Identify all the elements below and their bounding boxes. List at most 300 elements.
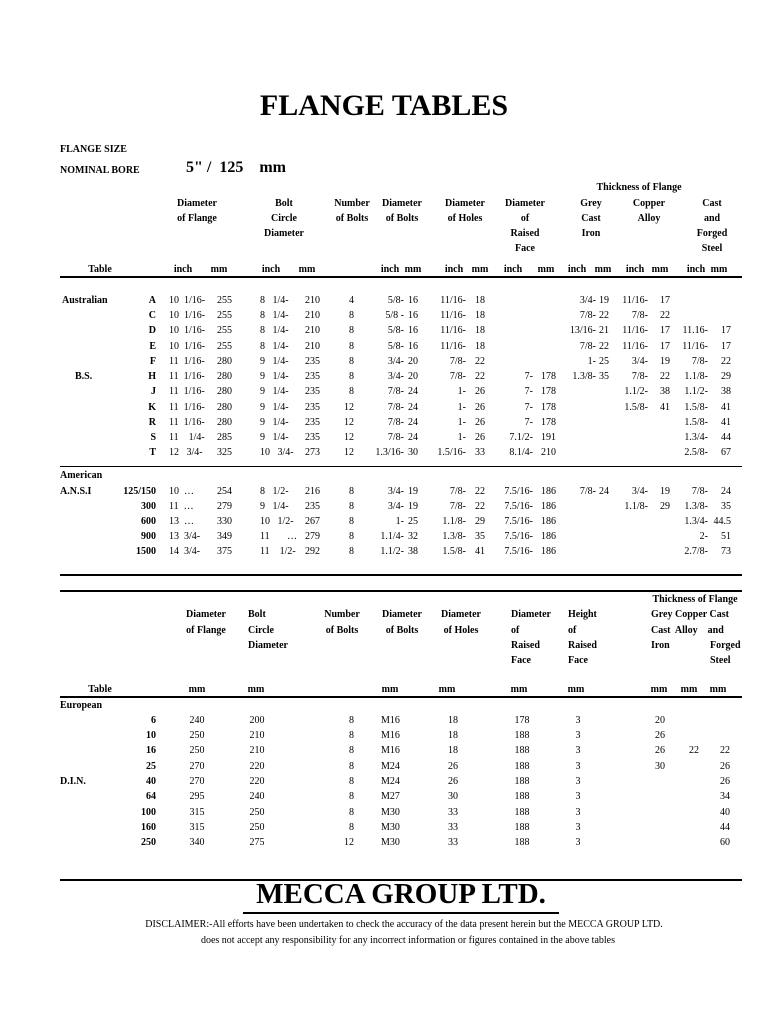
table-cell: 1.5/8- (442, 546, 466, 557)
table-cell: 8 1/4- (260, 295, 289, 306)
table-cell: 30 (448, 791, 458, 802)
table1-bottom-rule (60, 574, 742, 576)
table-cell: 17 (660, 325, 670, 336)
table-cell: M30 (381, 807, 400, 818)
table-cell: 5/8 - (385, 310, 404, 321)
table-cell: 7.5/16- (504, 501, 533, 512)
header-diameter-of-flange: of Flange (177, 213, 217, 224)
unit-label: mm (710, 264, 728, 275)
t2-header-diameter-of-flange: Diameter (186, 609, 226, 620)
table-cell: 26 (720, 776, 730, 787)
table-cell: 12 (344, 432, 354, 443)
unit-label: mm (247, 684, 265, 695)
table-cell: 11 1/4- (169, 432, 205, 443)
unit-label: mm (210, 264, 228, 275)
header-cast-forged-steel: Cast (702, 198, 722, 209)
row-designation: H (148, 371, 156, 382)
table-cell: 44 (720, 822, 730, 833)
table-cell: 8.1/4- (509, 447, 533, 458)
table1-divider (60, 466, 742, 467)
table-cell: 20 (655, 715, 665, 726)
table-cell: 17 (721, 325, 731, 336)
table-cell: 188 (514, 730, 530, 741)
t2-header-thickness-cols: Grey Copper Cast (651, 609, 729, 620)
table-cell: 280 (217, 386, 232, 397)
group-label-australian: Australian (62, 295, 108, 306)
unit-label: inch (380, 264, 400, 275)
table-cell: 4 (349, 295, 354, 306)
table-cell: 188 (514, 776, 530, 787)
table-cell: 7/8- (387, 432, 404, 443)
table-cell: 240 (189, 715, 205, 726)
table-cell: 11 1/16- (169, 417, 205, 428)
table-cell: 1.1/2- (684, 386, 708, 397)
table-cell: 12 3/4- (169, 447, 203, 458)
table-cell: 191 (541, 432, 556, 443)
table-cell: 1.3/4- (684, 516, 708, 527)
table-cell: 315 (189, 807, 205, 818)
table-cell: 200 (249, 715, 265, 726)
table-cell: 9 1/4- (260, 356, 289, 367)
table-cell: 73 (721, 546, 731, 557)
table-cell: 235 (305, 432, 320, 443)
table-cell: 178 (541, 417, 556, 428)
table-cell: 7/8- (387, 417, 404, 428)
table-cell: 1.1/8- (624, 501, 648, 512)
table-cell: 11/16- (440, 310, 466, 321)
table-cell: 279 (305, 531, 320, 542)
table-cell: 26 (448, 761, 458, 772)
nominal-bore-value: 5" / 125 mm (186, 159, 286, 176)
table-cell: 11 … (169, 501, 194, 512)
table-cell: 7- (524, 402, 533, 413)
table-cell: 220 (249, 761, 265, 772)
row-designation: 125/150 (123, 486, 156, 497)
unit-label: mm (651, 264, 669, 275)
table-cell: 22 (689, 745, 699, 756)
table-cell: 11/16- (440, 325, 466, 336)
header-diameter-of-bolts: of Bolts (385, 213, 419, 224)
table-cell: 25 (408, 516, 418, 527)
table-cell: 24 (599, 486, 609, 497)
unit-label: inch (444, 264, 464, 275)
table-cell: 250 (189, 730, 205, 741)
unit-label: mm (438, 684, 456, 695)
table-cell: 13 3/4- (169, 531, 201, 542)
table-cell: 250 (249, 822, 265, 833)
table-cell: 18 (475, 310, 485, 321)
table-cell: 33 (448, 822, 458, 833)
table-cell: 30 (655, 761, 665, 772)
table-cell: 188 (514, 807, 530, 818)
unit-label: mm (650, 684, 668, 695)
table-cell: 186 (541, 501, 556, 512)
table-cell: 1.3/16- (375, 447, 404, 458)
table-cell: 8 (349, 516, 354, 527)
table-cell: 3 (575, 776, 581, 787)
table-cell: 11 1/2- (260, 546, 296, 557)
table-cell: 178 (541, 386, 556, 397)
header-diameter-of-holes: of Holes (447, 213, 483, 224)
disclaimer-line-1: DISCLAIMER:-All efforts have been undertaken to check the accuracy of the data present herein but the MECCA GROUP LTD. (145, 919, 663, 930)
t2-header-diameter-of-flange: of Flange (186, 625, 226, 636)
t2-header-raised-face: Raised (511, 640, 540, 651)
table-cell: 38 (660, 386, 670, 397)
table-cell: 7- (524, 386, 533, 397)
table-cell: 349 (217, 531, 232, 542)
header-cast-forged-steel: and (703, 213, 721, 224)
table-cell: 8 (349, 776, 354, 787)
table-cell: 1.1/2- (624, 386, 648, 397)
table-cell: 7/8- (449, 356, 466, 367)
table-cell: 255 (217, 295, 232, 306)
table-cell: 3/4- (579, 295, 596, 306)
unit-label: mm (188, 684, 206, 695)
unit-label: mm (594, 264, 612, 275)
t2-header-number-of-bolts: of Bolts (325, 625, 359, 636)
nominal-bore-label: NOMINAL BORE (60, 165, 140, 176)
header-cast-forged-steel: Steel (701, 243, 723, 254)
table-cell: 1.5/8- (684, 402, 708, 413)
table-cell: 18 (448, 730, 458, 741)
table-cell: 9 1/4- (260, 501, 289, 512)
table-cell: 8 (349, 356, 354, 367)
table-cell: M24 (381, 761, 400, 772)
table-cell: 3 (575, 837, 581, 848)
unit-label: inch (625, 264, 645, 275)
table-cell: 275 (249, 837, 265, 848)
table-cell: 8 1/2- (260, 486, 289, 497)
table-cell: 210 (305, 341, 320, 352)
table-cell: 8 (349, 386, 354, 397)
table-cell: 22 (660, 310, 670, 321)
table-cell: 20 (408, 356, 418, 367)
table-cell: 1- (457, 402, 466, 413)
table-cell: 3 (575, 761, 581, 772)
header-raised-face: Diameter (505, 198, 545, 209)
table-cell: 7/8- (579, 486, 596, 497)
t2-header-thickness-cols: Iron (651, 640, 670, 651)
table-cell: 7.5/16- (504, 531, 533, 542)
row-designation: 16 (146, 745, 156, 756)
table-cell: 8 (349, 371, 354, 382)
row-designation: A (148, 295, 156, 306)
header-raised-face: Face (515, 243, 535, 254)
table-cell: 270 (189, 776, 205, 787)
table-cell: 5/8- (387, 341, 404, 352)
t2-header-thickness-cols: Steel (710, 655, 731, 666)
table-cell: 19 (408, 486, 418, 497)
table-cell: 5/8- (387, 325, 404, 336)
table-cell: 325 (217, 447, 232, 458)
table-cell: 40 (720, 807, 730, 818)
table-cell: 67 (721, 447, 731, 458)
unit-label: inch (173, 264, 193, 275)
table-cell: 25 (599, 356, 609, 367)
table-cell: 8 (349, 325, 354, 336)
table-cell: 255 (217, 325, 232, 336)
table-cell: 12 (344, 837, 354, 848)
row-designation: 64 (146, 791, 156, 802)
unit-label: mm (404, 264, 422, 275)
table-cell: 7.5/16- (504, 516, 533, 527)
table-cell: 9 1/4- (260, 371, 289, 382)
table-cell: 3 (575, 745, 581, 756)
table-cell: 330 (217, 516, 232, 527)
header-bolt-circle: Diameter (264, 228, 304, 239)
table-cell: 14 3/4- (169, 546, 201, 557)
table-cell: 186 (541, 531, 556, 542)
table-cell: 35 (475, 531, 485, 542)
table2-header-rule (60, 696, 742, 698)
table-cell: M24 (381, 776, 400, 787)
table-cell: 8 (349, 501, 354, 512)
table-cell: 267 (305, 516, 320, 527)
table-cell: 315 (189, 822, 205, 833)
table-cell: 2.7/8- (684, 546, 708, 557)
table-cell: 22 (599, 310, 609, 321)
header-number-of-bolts: Number (334, 198, 370, 209)
table-cell: 30 (408, 447, 418, 458)
table-cell: 210 (305, 310, 320, 321)
table-cell: 280 (217, 417, 232, 428)
table-cell: 24 (408, 402, 418, 413)
table-cell: 16 (408, 295, 418, 306)
table-cell: 1.1/4- (380, 531, 404, 542)
table-cell: 13/16- (569, 325, 596, 336)
table-cell: 1- (457, 386, 466, 397)
table-cell: 210 (305, 295, 320, 306)
table-cell: 26 (720, 761, 730, 772)
header-copper-alloy: Copper (632, 198, 666, 209)
table-cell: 1- (395, 516, 404, 527)
table-cell: 18 (475, 341, 485, 352)
table-cell: 254 (217, 486, 232, 497)
table-cell: 220 (249, 776, 265, 787)
table-cell: 12 (344, 447, 354, 458)
table-cell: 24 (721, 486, 731, 497)
table-cell: 26 (655, 730, 665, 741)
table-cell: 235 (305, 386, 320, 397)
table-cell: 7/8- (449, 371, 466, 382)
table-cell: 280 (217, 356, 232, 367)
row-designation: 300 (141, 501, 156, 512)
table-cell: 8 (349, 486, 354, 497)
t2-header-height-raised-face: Height (568, 609, 597, 620)
row-designation: E (149, 341, 156, 352)
table-cell: 18 (475, 325, 485, 336)
table-cell: 2- (699, 531, 708, 542)
table-cell: 1.5/8- (624, 402, 648, 413)
table-cell: 22 (475, 356, 485, 367)
table-cell: 8 1/4- (260, 310, 289, 321)
t2-header-diameter-of-bolts: Diameter (382, 609, 422, 620)
table-cell: 250 (249, 807, 265, 818)
table-cell: 8 (349, 791, 354, 802)
table-cell: 1- (457, 432, 466, 443)
t2-header-bolt-circle: Bolt (248, 609, 266, 620)
table-cell: 11.16- (682, 325, 708, 336)
table-cell: 1.1/8- (684, 371, 708, 382)
t2-header-thickness-cols: Forged (710, 640, 741, 651)
unit-label: inch (686, 264, 706, 275)
table-cell: 235 (305, 501, 320, 512)
table-cell: 38 (721, 386, 731, 397)
header-grey-cast-iron: Cast (581, 213, 601, 224)
t2-header-bolt-circle: Diameter (248, 640, 288, 651)
table-cell: 19 (660, 356, 670, 367)
table-cell: 186 (541, 486, 556, 497)
table-cell: 26 (655, 745, 665, 756)
table-cell: 1.3/4- (684, 432, 708, 443)
unit-label: mm (381, 684, 399, 695)
table-cell: 26 (475, 432, 485, 443)
table-cell: 3/4- (387, 501, 404, 512)
table-cell: 216 (305, 486, 320, 497)
table-cell: 210 (249, 730, 265, 741)
header-bolt-circle: Bolt (275, 198, 293, 209)
table-cell: 10 1/16- (169, 341, 206, 352)
header-grey-cast-iron: Grey (580, 198, 602, 209)
company-name: MECCA GROUP LTD. (256, 878, 546, 910)
row-designation: 6 (151, 715, 156, 726)
t2-header-raised-face: Face (511, 655, 531, 666)
t2-header-height-raised-face: Raised (568, 640, 597, 651)
table-cell: 3 (575, 822, 581, 833)
table-cell: 7/8- (691, 486, 708, 497)
row-designation: J (151, 386, 156, 397)
table-cell: 22 (475, 486, 485, 497)
table-cell: 18 (448, 745, 458, 756)
table-column-label: Table (88, 264, 112, 275)
t2-header-number-of-bolts: Number (324, 609, 360, 620)
table-cell: 279 (217, 501, 232, 512)
table-cell: 18 (448, 715, 458, 726)
table-cell: M30 (381, 822, 400, 833)
table-cell: 7/8- (579, 341, 596, 352)
table-cell: 11/16- (440, 295, 466, 306)
table2-top-rule (60, 590, 742, 592)
table-cell: 12 (344, 417, 354, 428)
unit-label: inch (567, 264, 587, 275)
table-cell: 3/4- (387, 371, 404, 382)
table-cell: 235 (305, 402, 320, 413)
table-cell: 3/4- (631, 356, 648, 367)
group-label-ansi: A.N.S.I (60, 486, 92, 497)
table-cell: M27 (381, 791, 400, 802)
table-cell: 17 (660, 295, 670, 306)
row-designation: 160 (141, 822, 156, 833)
table-cell: 5/8- (387, 295, 404, 306)
table-cell: 24 (408, 432, 418, 443)
table-cell: 24 (408, 386, 418, 397)
table-cell: 10 1/16- (169, 325, 206, 336)
header-raised-face: Raised (510, 228, 540, 239)
t2-header-thickness-cols: Cast Alloy and (651, 625, 724, 636)
table-cell: 250 (189, 745, 205, 756)
t2-header-height-raised-face: of (568, 625, 577, 636)
table-cell: 9 1/4- (260, 402, 289, 413)
table-cell: 44.5 (713, 516, 731, 527)
table-cell: 210 (541, 447, 556, 458)
header-cast-forged-steel: Forged (696, 228, 728, 239)
header-diameter-of-bolts: Diameter (382, 198, 422, 209)
table-cell: M16 (381, 730, 400, 741)
row-designation: 25 (146, 761, 156, 772)
table1-thickness-header: Thickness of Flange (596, 182, 682, 193)
table-cell: 9 1/4- (260, 386, 289, 397)
header-bolt-circle: Circle (271, 213, 297, 224)
table-cell: 7/8- (449, 486, 466, 497)
unit-label: mm (298, 264, 316, 275)
table-cell: 188 (514, 822, 530, 833)
table-cell: 1- (587, 356, 596, 367)
table-cell: 22 (720, 745, 730, 756)
table-cell: 8 (349, 761, 354, 772)
table-cell: 22 (599, 341, 609, 352)
table-cell: 22 (475, 501, 485, 512)
header-grey-cast-iron: Iron (581, 228, 601, 239)
table-cell: 235 (305, 356, 320, 367)
unit-label: mm (510, 684, 528, 695)
table-cell: 178 (541, 402, 556, 413)
table-cell: 16 (408, 341, 418, 352)
table-cell: 375 (217, 546, 232, 557)
row-designation: 40 (146, 776, 156, 787)
t2-header-raised-face: of (511, 625, 520, 636)
disclaimer-line-2: does not accept any responsibility for any incorrect information or figures contained in the above tables (200, 935, 616, 946)
table-cell: 41 (475, 546, 485, 557)
table-cell: 186 (541, 516, 556, 527)
table2-thickness-header: Thickness of Flange (652, 594, 738, 605)
row-designation: C (148, 310, 156, 321)
table-cell: 10 3/4- (260, 447, 294, 458)
table-cell: 188 (514, 745, 530, 756)
table-cell: 273 (305, 447, 320, 458)
table-cell: 280 (217, 371, 232, 382)
table-cell: 1.5/16- (437, 447, 466, 458)
table-cell: 11 1/16- (169, 371, 205, 382)
table-cell: 9 1/4- (260, 417, 289, 428)
table-cell: 11/16- (622, 341, 648, 352)
row-designation: 10 (146, 730, 156, 741)
table-cell: 7/8- (691, 356, 708, 367)
table-cell: 8 1/4- (260, 341, 289, 352)
table-cell: 178 (514, 715, 530, 726)
table-cell: 8 (349, 546, 354, 557)
table-cell: M16 (381, 715, 400, 726)
row-designation: 600 (141, 516, 156, 527)
table-cell: 41 (721, 402, 731, 413)
table-cell: 210 (305, 325, 320, 336)
table-cell: 7/8- (387, 386, 404, 397)
table-cell: 11 1/16- (169, 386, 205, 397)
table-cell: 188 (514, 761, 530, 772)
header-copper-alloy: Alloy (637, 213, 661, 224)
t2-header-diameter-of-holes: Diameter (441, 609, 481, 620)
table-cell: 7- (524, 371, 533, 382)
row-designation: 100 (141, 807, 156, 818)
table-cell: 21 (599, 325, 609, 336)
table-cell: 16 (408, 310, 418, 321)
table-cell: 7.1/2- (509, 432, 533, 443)
table-cell: 2.5/8- (684, 447, 708, 458)
row-designation: F (149, 356, 156, 367)
table-cell: 22 (721, 356, 731, 367)
table-cell: 255 (217, 310, 232, 321)
header-raised-face: of (520, 213, 530, 224)
table-cell: 186 (541, 546, 556, 557)
